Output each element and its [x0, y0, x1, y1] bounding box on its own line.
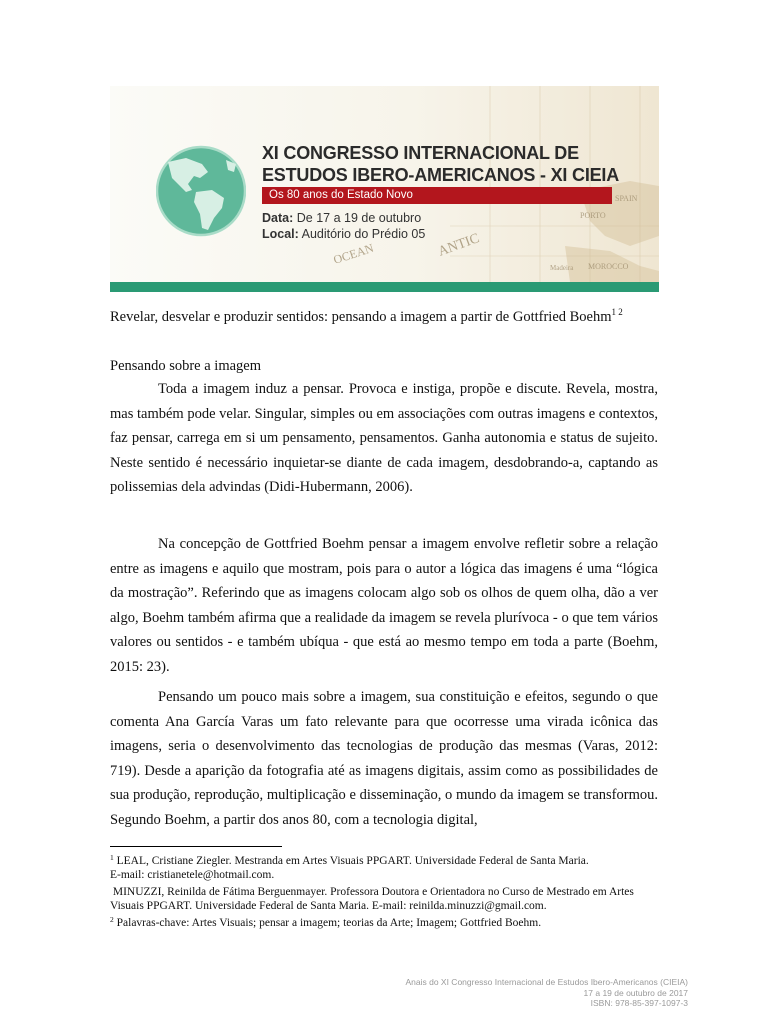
footnote-mark: 2 [110, 915, 114, 924]
footnotes [110, 851, 670, 930]
map-word: ANTIC [436, 231, 482, 260]
footnote-text: Palavras-chave: Artes Visuais; pensar a imagem; teorias da Arte; Imagem; Gottfried Boehm. [113, 917, 542, 929]
map-word: PORTO [580, 211, 606, 220]
banner-date [262, 210, 425, 226]
paper-title-text: Revelar, desvelar e produzir sentidos: pensando a imagem a partir de Gottfried Boehm [110, 309, 612, 325]
map-word: Madeira [550, 264, 574, 272]
footnote [110, 882, 670, 913]
footnote-text: LEAL, Cristiane Ziegler. Mestranda em Artes Visuais PPGART. Universidade Federal de Santa Maria. E-mail: cristianetele@hotmail.com. [110, 855, 589, 881]
section-heading: Pensando sobre a imagem [110, 358, 262, 374]
footnote [110, 851, 670, 882]
conference-banner [110, 86, 659, 292]
paper-title [110, 303, 623, 326]
banner-title-line1: XI CONGRESSO INTERNACIONAL DE [262, 143, 579, 163]
date-label: Data: [262, 211, 294, 225]
banner-title [262, 142, 652, 186]
date-value: De 17 a 19 de outubro [296, 211, 422, 225]
title-footnote-refs: 1 2 [611, 307, 623, 317]
footnote [110, 913, 670, 930]
footnote-text: MINUZZI, Reinilda de Fátima Berguenmayer. Professora Doutora e Orientadora no Curso de Mestrado em Artes Visuais PPGART. Universidade Federal de Santa Maria. E-mail: reinilda.minuzzi@gmail.com. [110, 886, 637, 912]
footer-dates: 17 a 19 de outubro de 2017 [583, 987, 688, 998]
map-word: SPAIN [615, 194, 638, 203]
place-value: Auditório do Prédio 05 [301, 227, 426, 241]
place-label: Local: [262, 227, 299, 241]
footnote-mark: 1 [110, 853, 114, 862]
banner-title-line2: ESTUDOS IBERO-AMERICANOS - XI CIEIA [262, 165, 620, 185]
body-paragraph: Na concepção de Gottfried Boehm pensar a imagem envolve refletir sobre a relação entre as imagens e aquilo que mostram, pois para o autor a lógica das imagens é uma “lógica da mostração”. Referindo que as imagens colocam algo sob os olhos de quem olha, dão a ver algo, Boehm também afirma que a realidade da imagem se revela plurívoca - o que tem vários valores ou sentidos - e também ubíqua - que está ao mesmo tempo em toda a parte (Boehm, 2015: 23). [110, 536, 658, 675]
banner-info [262, 210, 425, 242]
footnote-divider [110, 846, 282, 847]
banner-green-stripe [110, 282, 659, 292]
banner-subtitle: Os 80 anos do Estado Novo [262, 187, 612, 204]
banner-place [262, 226, 425, 242]
body-paragraph: Toda a imagem induz a pensar. Provoca e instiga, propõe e discute. Revela, mostra, mas também pode velar. Singular, simples ou em associações com outras imagens e contextos, faz pensar, carrega em si um pensamento, pensamentos. Ganha autonomia e status de sujeito. Neste sentido é necessário inquietar-se diante de cada imagem, desdobrando-a, captando as polissemias dela advindas (Didi-Hubermann, 2006). [110, 381, 658, 495]
page-footer [405, 977, 688, 1009]
body-paragraph: Pensando um pouco mais sobre a imagem, sua constituição e efeitos, segundo o que comenta Ana García Varas um fato relevante para que ocorresse uma virada icônica das imagens, seria o desenvolvimento das tecnologias de produção das mesmas (Varas, 2012: 719). Desde a aparição da fotografia até as imagens digitais, assim como as possibilidades de sua produção, reprodução, multiplicação e disseminação, o mundo da imagem se transformou. Segundo Boehm, a partir dos anos 80, com a tecnologia digital, [110, 689, 658, 828]
globe-americas-icon [156, 142, 246, 240]
footer-proceedings: Anais do XI Congresso Internacional de Estudos Ibero-Americanos (CIEIA) [405, 977, 688, 987]
map-word: OCEAN [331, 240, 376, 267]
map-word: MOROCCO [588, 262, 629, 271]
footer-isbn: ISBN: 978-85-397-1097-3 [590, 998, 688, 1008]
